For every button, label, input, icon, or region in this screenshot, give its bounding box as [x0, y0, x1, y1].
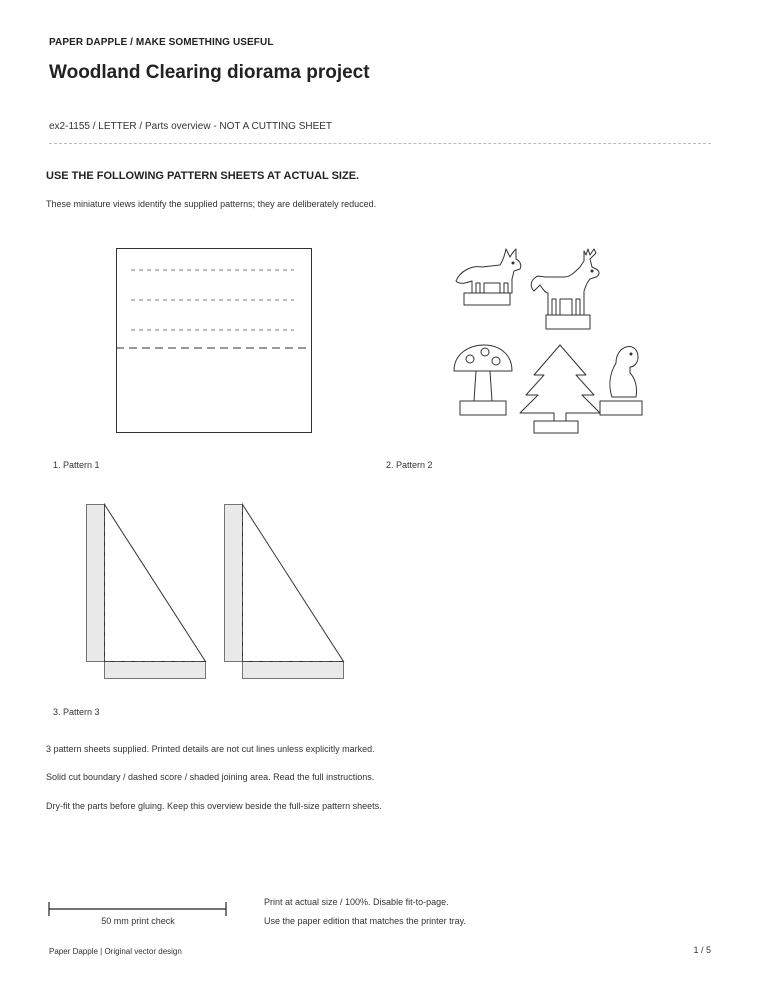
document-meta: ex2-1155 / LETTER / Parts overview - NOT A CUTTING SHEET — [49, 121, 333, 132]
paper-instruction: Use the paper edition that matches the printer tray. — [264, 916, 466, 926]
header-divider — [49, 143, 711, 144]
pattern-1-preview — [116, 248, 312, 434]
pattern-2-preview — [450, 245, 650, 435]
scale-check — [48, 899, 228, 929]
pattern-3-caption: 3. Pattern 3 — [53, 707, 100, 717]
tree-figure — [520, 345, 600, 433]
note-line-legend: Solid cut boundary / dashed score / shaded joining area. Read the full instructions. — [46, 772, 375, 782]
footer-credit: Paper Dapple | Original vector design — [49, 947, 182, 956]
section-intro: These miniature views identify the supplied patterns; they are deliberately reduced. — [46, 199, 377, 209]
print-instruction: Print at actual size / 100%. Disable fit-to-page. — [264, 897, 449, 907]
scale-check-label: 50 mm print check — [101, 916, 175, 926]
support-right — [225, 505, 344, 679]
squirrel-figure — [600, 346, 642, 415]
section-heading: USE THE FOLLOWING PATTERN SHEETS AT ACTUAL SIZE. — [46, 170, 360, 182]
fox-figure — [456, 249, 521, 305]
pattern-3-preview — [86, 504, 346, 680]
note-sheets: 3 pattern sheets supplied. Printed details are not cut lines unless explicitly marked. — [46, 744, 375, 754]
page-number: 1 / 5 — [693, 945, 711, 955]
page-title: Woodland Clearing diorama project — [49, 62, 370, 83]
deer-figure — [531, 249, 599, 329]
pattern-2-caption: 2. Pattern 2 — [386, 460, 433, 470]
brand-line: PAPER DAPPLE / MAKE SOMETHING USEFUL — [49, 37, 274, 48]
support-left — [87, 505, 206, 679]
note-dry-fit: Dry-fit the parts before gluing. Keep this overview beside the full-size pattern sheets. — [46, 801, 382, 811]
mushroom-figure — [454, 345, 512, 415]
pattern-1-caption: 1. Pattern 1 — [53, 460, 100, 470]
